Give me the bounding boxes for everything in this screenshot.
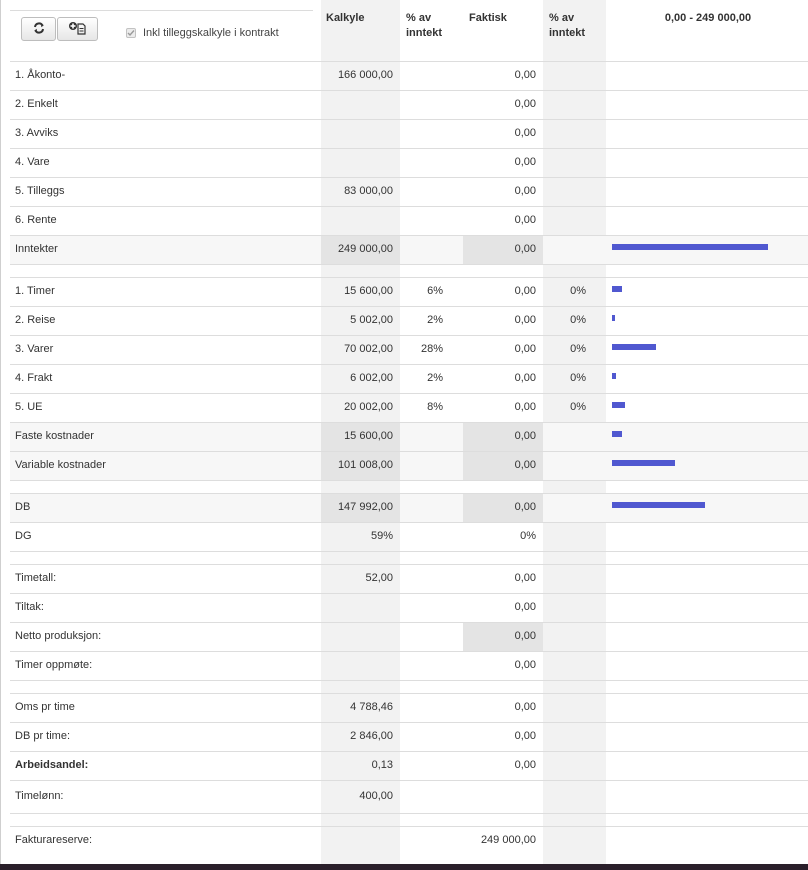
include-checkbox-label: Inkl tilleggskalkyle i kontrakt: [143, 27, 279, 39]
faktisk-value: 0,00: [514, 372, 536, 384]
header-pct-kalkyle: % av inntekt: [406, 12, 443, 39]
faktisk-value: 0,00: [514, 659, 536, 671]
faktisk-value: 0,00: [514, 214, 536, 226]
value-bar: [612, 502, 705, 508]
include-checkbox[interactable]: [126, 28, 136, 38]
row-label: 1. Timer: [15, 285, 55, 297]
row-label: Faste kostnader: [15, 430, 94, 442]
kalkyle-value: 0,13: [371, 759, 393, 771]
row-label: 6. Rente: [15, 214, 57, 226]
kalkyle-value: 400,00: [359, 790, 393, 802]
kalkyle-value: 249 000,00: [337, 243, 393, 255]
kalkyle-value: 6 002,00: [350, 372, 393, 384]
value-bar: [612, 344, 656, 350]
faktisk-value: 0,00: [514, 343, 536, 355]
kalkyle-value: 4 788,46: [350, 701, 393, 713]
header-faktisk: Faktisk: [469, 12, 507, 24]
kalkyle-value: 15 600,00: [344, 430, 393, 442]
header-kalkyle: Kalkyle: [326, 12, 365, 24]
row-label: 4. Vare: [15, 156, 50, 168]
row-label: 5. Tilleggs: [15, 185, 65, 197]
row-label: 5. UE: [15, 401, 43, 413]
faktisk-value: 0,00: [514, 730, 536, 742]
row-label: Arbeidsandel:: [15, 759, 89, 771]
row-label: Netto produksjon:: [15, 630, 102, 642]
faktisk-value: 0,00: [514, 501, 536, 513]
row-label: DG: [15, 530, 32, 542]
section-spacer: [10, 813, 808, 826]
kalkyle-value: 20 002,00: [344, 401, 393, 413]
faktisk-value: 249 000,00: [480, 834, 536, 846]
faktisk-value: 0,00: [514, 185, 536, 197]
add-document-button[interactable]: [57, 17, 98, 41]
faktisk-value: 0,00: [514, 759, 536, 771]
window-bottom-bar: [0, 864, 808, 870]
row-label: Timer oppmøte:: [15, 659, 93, 671]
header-divider: [10, 10, 313, 11]
row-label: Timetall:: [15, 572, 57, 584]
row-label: 3. Avviks: [15, 127, 59, 139]
add-document-icon: [68, 21, 88, 38]
faktisk-value: 0,00: [514, 285, 536, 297]
kalkyle-value: 83 000,00: [344, 185, 393, 197]
row-label: Variable kostnader: [15, 459, 106, 471]
kalkyle-pct: 28%: [420, 343, 443, 355]
refresh-button[interactable]: [21, 17, 56, 41]
kalkyle-value: 70 002,00: [344, 343, 393, 355]
section-spacer: [10, 480, 808, 493]
value-bar: [612, 373, 616, 379]
kalkyle-value: 59%: [370, 530, 393, 542]
value-bar: [612, 402, 625, 408]
section-spacer: [10, 551, 808, 564]
section-spacer: [10, 264, 808, 277]
kalkyle-value: 147 992,00: [337, 501, 393, 513]
value-bar: [612, 286, 622, 292]
faktisk-value: 0,00: [514, 243, 536, 255]
kalkyle-pct: 6%: [427, 285, 443, 297]
row-label: Inntekter: [15, 243, 58, 255]
row-label: DB: [15, 501, 31, 513]
header-pct-faktisk: % av inntekt: [549, 12, 586, 39]
value-bar: [612, 244, 768, 250]
faktisk-pct: 0%: [570, 343, 586, 355]
row-label: Oms pr time: [15, 701, 75, 713]
faktisk-value: 0,00: [514, 69, 536, 81]
faktisk-value: 0,00: [514, 572, 536, 584]
row-label: Fakturareserve:: [15, 834, 93, 846]
faktisk-value: 0,00: [514, 701, 536, 713]
kalkyle-pct: 2%: [427, 372, 443, 384]
kalkyle-value: 166 000,00: [337, 69, 393, 81]
faktisk-value: 0,00: [514, 401, 536, 413]
row-label: 4. Frakt: [15, 372, 53, 384]
faktisk-value: 0,00: [514, 127, 536, 139]
value-bar: [612, 315, 615, 321]
faktisk-value: 0,00: [514, 156, 536, 168]
row-label: 2. Reise: [15, 314, 56, 326]
kalkyle-value: 15 600,00: [344, 285, 393, 297]
value-bar: [612, 460, 675, 466]
kalkyle-value: 101 008,00: [337, 459, 393, 471]
header-range: 0,00 - 249 000,00: [664, 12, 752, 24]
faktisk-value: 0,00: [514, 314, 536, 326]
row-label: 1. Åkonto-: [15, 69, 66, 81]
kalkyle-value: 5 002,00: [350, 314, 393, 326]
faktisk-pct: 0%: [570, 401, 586, 413]
refresh-icon: [32, 21, 46, 38]
faktisk-pct: 0%: [570, 314, 586, 326]
kalkyle-value: 2 846,00: [350, 730, 393, 742]
section-spacer: [10, 680, 808, 693]
row-label: 2. Enkelt: [15, 98, 58, 110]
row-label: DB pr time:: [15, 730, 71, 742]
kalkyle-pct: 8%: [427, 401, 443, 413]
kalkyle-value: 52,00: [365, 572, 393, 584]
value-bar: [612, 431, 622, 437]
row-label: Tiltak:: [15, 601, 44, 613]
faktisk-value: 0,00: [514, 459, 536, 471]
faktisk-pct: 0%: [570, 372, 586, 384]
faktisk-value: 0%: [520, 530, 536, 542]
faktisk-pct: 0%: [570, 285, 586, 297]
row-label: Timelønn:: [15, 790, 64, 802]
faktisk-value: 0,00: [514, 430, 536, 442]
row-label: 3. Varer: [15, 343, 54, 355]
kalkyle-pct: 2%: [427, 314, 443, 326]
faktisk-value: 0,00: [514, 98, 536, 110]
faktisk-value: 0,00: [514, 630, 536, 642]
faktisk-value: 0,00: [514, 601, 536, 613]
panel-border: [0, 0, 1, 864]
